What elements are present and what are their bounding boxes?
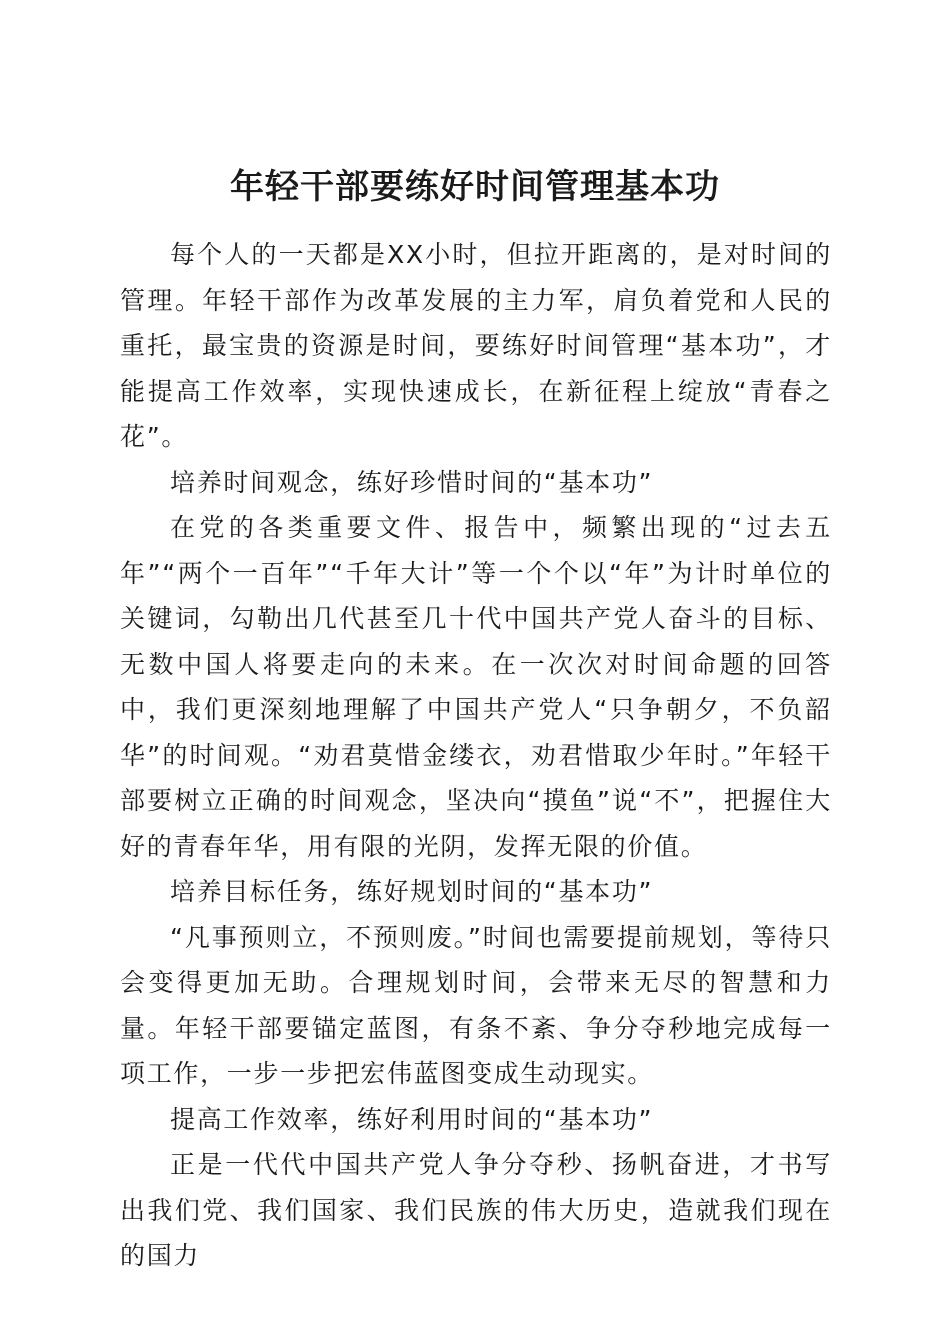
paragraph: 正是一代代中国共产党人争分夺秒、扬帆奋进，才书写出我们党、我们国家、我们民族的伟大历史，造就我们现在的国力 xyxy=(120,1150,832,1270)
document-body xyxy=(120,232,832,1279)
section-heading: 提高工作效率，练好利用时间的“基本功” xyxy=(170,1104,654,1134)
section-heading: 培养时间观念，练好珍惜时间的“基本功” xyxy=(170,467,654,497)
section-heading: 培养目标任务，练好规划时间的“基本功” xyxy=(170,877,654,906)
document-title: 年轻干部要练好时间管理基本功 xyxy=(230,166,720,207)
paragraph: “凡事预则立，不预则废。”时间也需要提前规划，等待只会变得更加无助。合理规划时间，会带来无尽的智慧和力量。年轻干部要锚定蓝图，有条不紊、争分夺秒地完成每一项工作，一步一步把宏伟蓝图变成生动现实。 xyxy=(120,922,832,1088)
paragraph: 每个人的一天都是XX小时，但拉开距离的，是对时间的管理。年轻干部作为改革发展的主力军，肩负着党和人民的重托，最宝贵的资源是时间，要练好时间管理“基本功”，才能提高工作效率，实现快速成长，在新征程上绽放“青春之花”。 xyxy=(120,240,832,451)
paragraph: 在党的各类重要文件、报告中，频繁出现的“过去五年”“两个一百年”“千年大计”等一个个以“年”为计时单位的关键词，勾勒出几代甚至几十代中国共产党人奋斗的目标、无数中国人将要走向的未来。在一次次对时间命题的回答中，我们更深刻地理解了中国共产党人“只争朝夕，不负韶华”的时间观。“劝君莫惜金缕衣，劝君惜取少年时。”年轻干部要树立正确的时间观念，坚决向“摸鱼”说“不”，把握住大好的青春年华，用有限的光阴，发挥无限的价值。 xyxy=(120,513,832,861)
